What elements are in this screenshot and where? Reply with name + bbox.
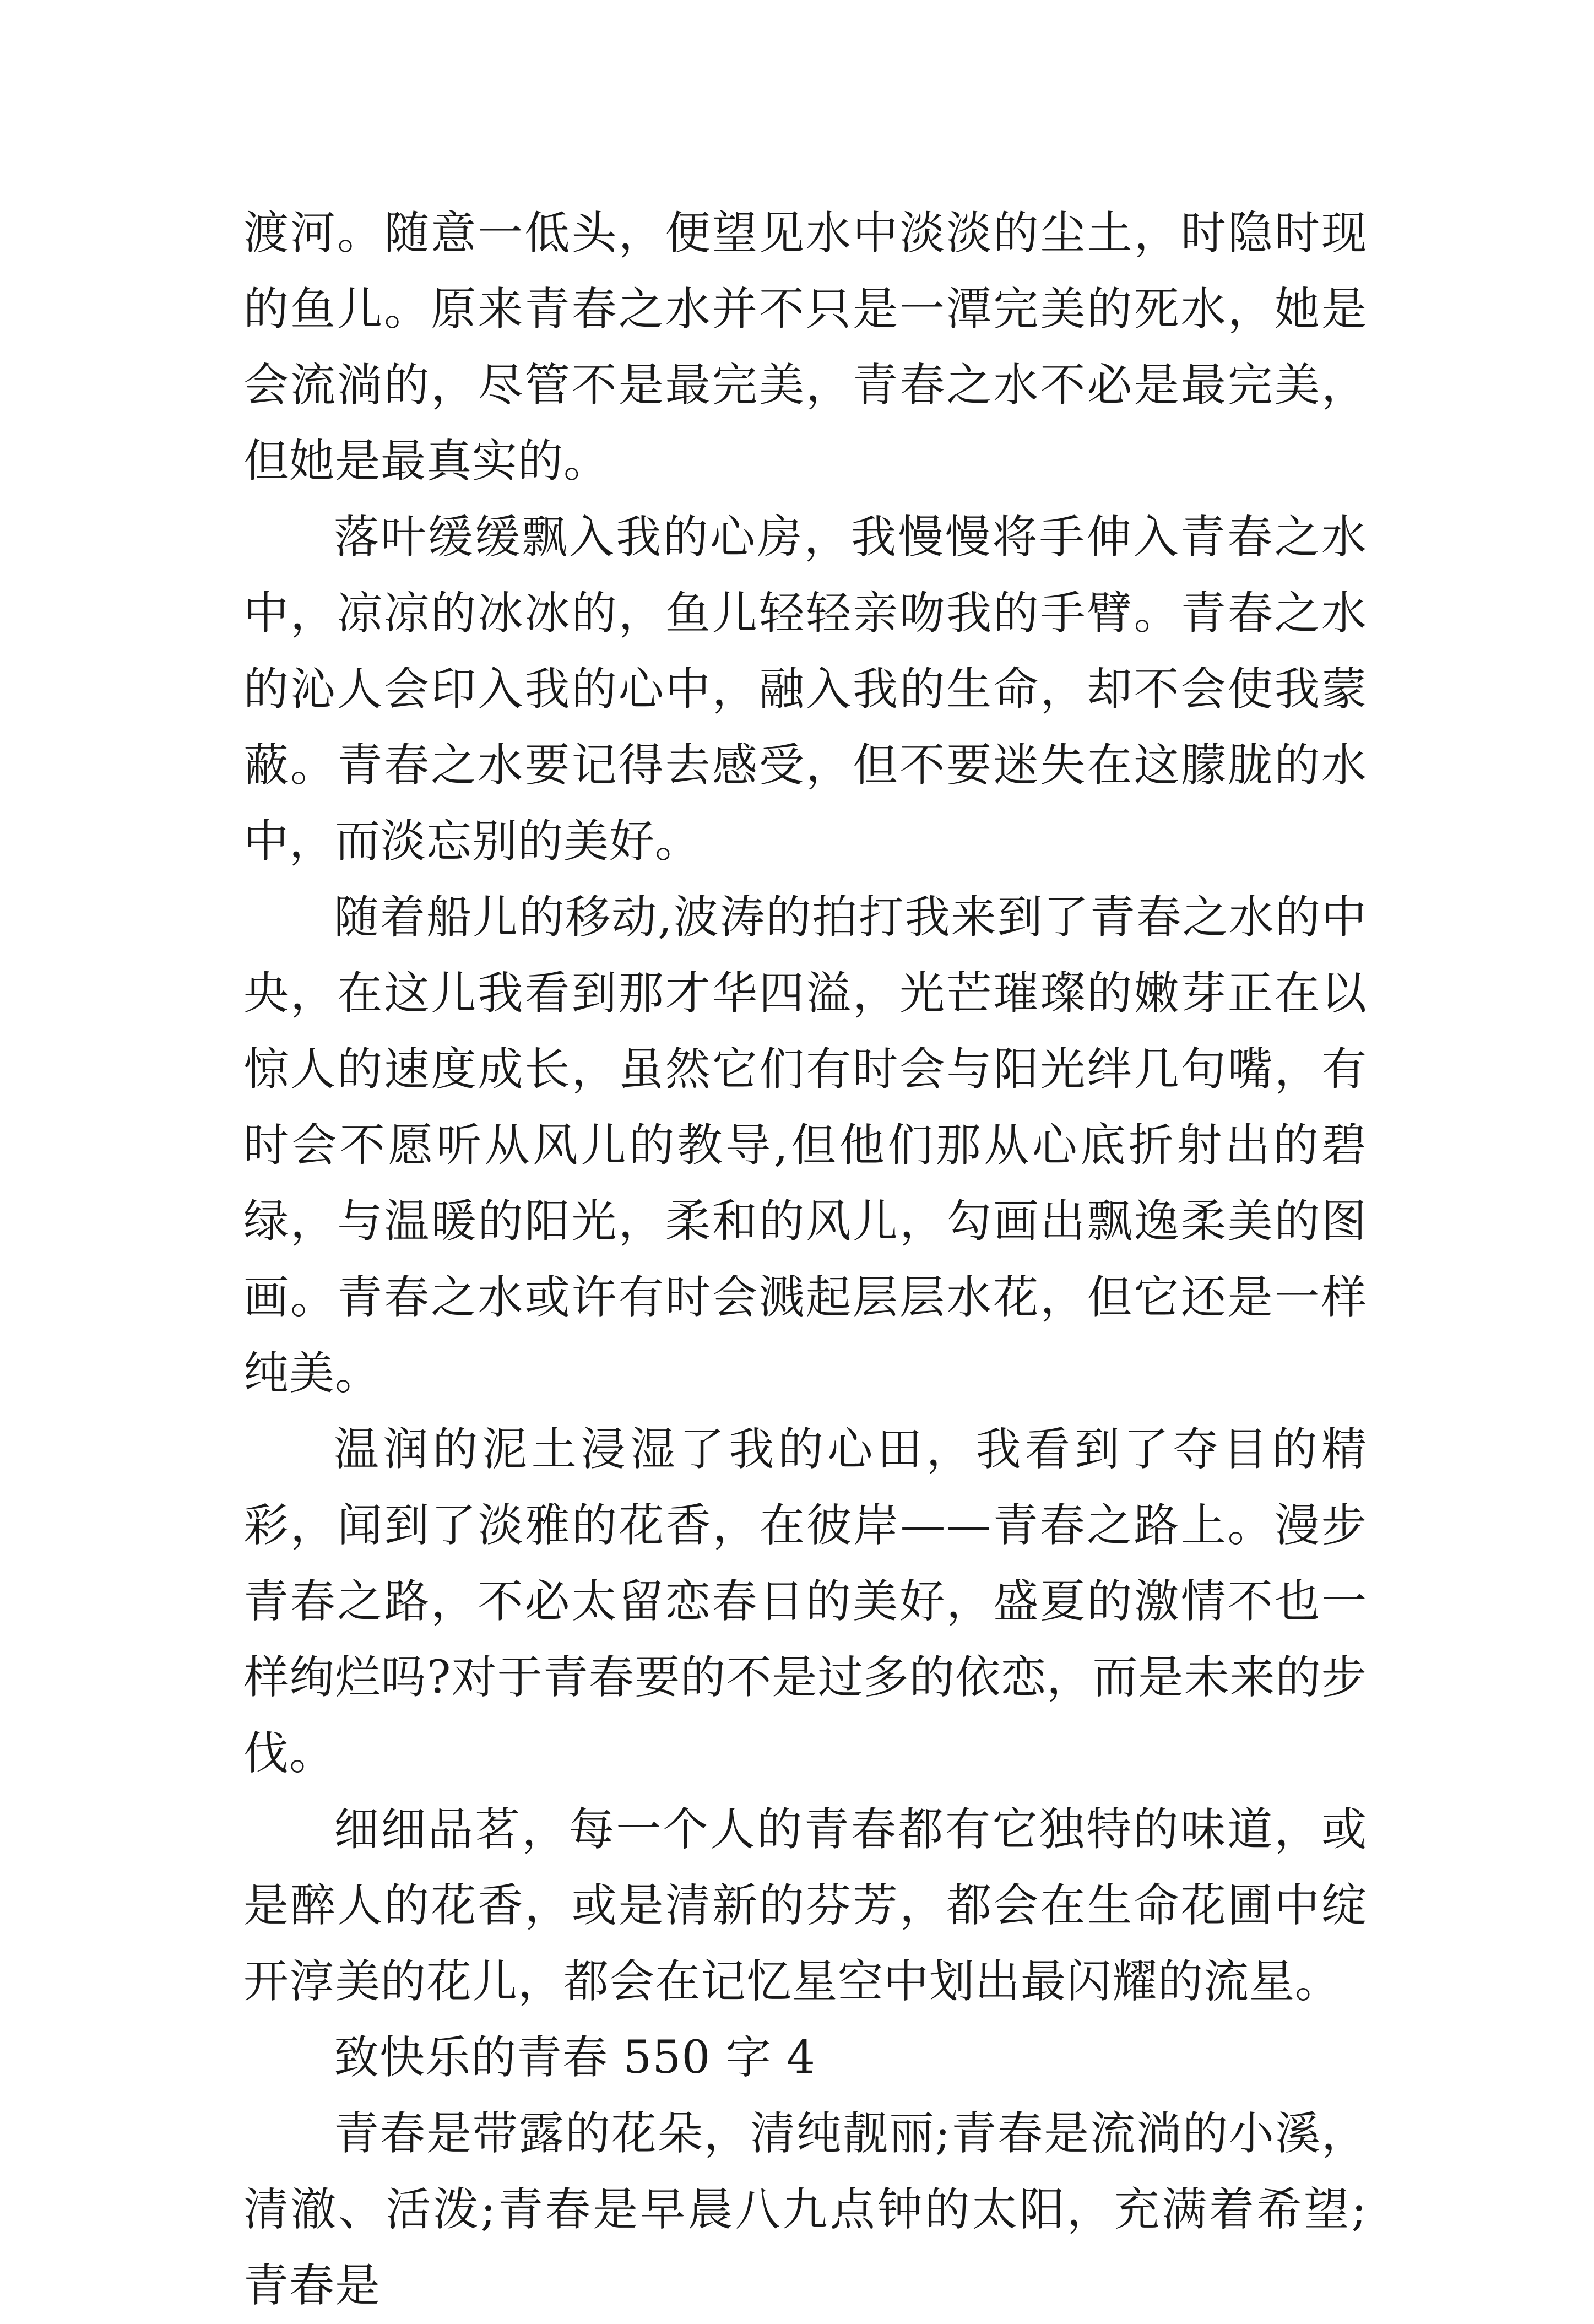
paragraph-continued: 渡河。随意一低头，便望见水中淡淡的尘土，时隐时现的鱼儿。原来青春之水并不只是一潭完美的死水，她是会流淌的，尽管不是最完美，青春之水不必是最完美，但她是最真实的。	[243, 207, 1367, 487]
paragraph-soil: 温润的泥土浸湿了我的心田，我看到了夺目的精彩，闻到了淡雅的花香，在彼岸——青春之路上。漫步青春之路，不必太留恋春日的美好，盛夏的激情不也一样绚烂吗?对于青春要的不是过多的依恋，而是未来的步伐。	[243, 1423, 1367, 1780]
section-heading: 致快乐的青春 550 字 4	[334, 2032, 816, 2084]
document-body	[243, 196, 1367, 2324]
paragraph-boat: 随着船儿的移动,波涛的拍打我来到了青春之水的中央，在这儿我看到那才华四溢，光芒璀璨的嫩芽正在以惊人的速度成长，虽然它们有时会与阳光绊几句嘴，有时会不愿听从风儿的教导,但他们那从心底折射出的碧绿，与温暖的阳光，柔和的风儿，勾画出飘逸柔美的图画。青春之水或许有时会溅起层层水花，但它还是一样纯美。	[243, 891, 1367, 1400]
paragraph-falling-leaves: 落叶缓缓飘入我的心房，我慢慢将手伸入青春之水中，凉凉的冰冰的，鱼儿轻轻亲吻我的手臂。青春之水的沁人会印入我的心中，融入我的生命，却不会使我蒙蔽。青春之水要记得去感受，但不要迷失在这朦胧的水中，而淡忘别的美好。	[243, 511, 1367, 868]
paragraph-taste: 细细品茗，每一个人的青春都有它独特的味道，或是醉人的花香，或是清新的芬芳，都会在生命花圃中绽开淳美的花儿，都会在记忆星空中划出最闪耀的流星。	[243, 1803, 1367, 2008]
paragraph-youth-is: 青春是带露的花朵，清纯靓丽;青春是流淌的小溪，清澈、活泼;青春是早晨八九点钟的太阳，充满着希望;青春是	[243, 2108, 1367, 2312]
